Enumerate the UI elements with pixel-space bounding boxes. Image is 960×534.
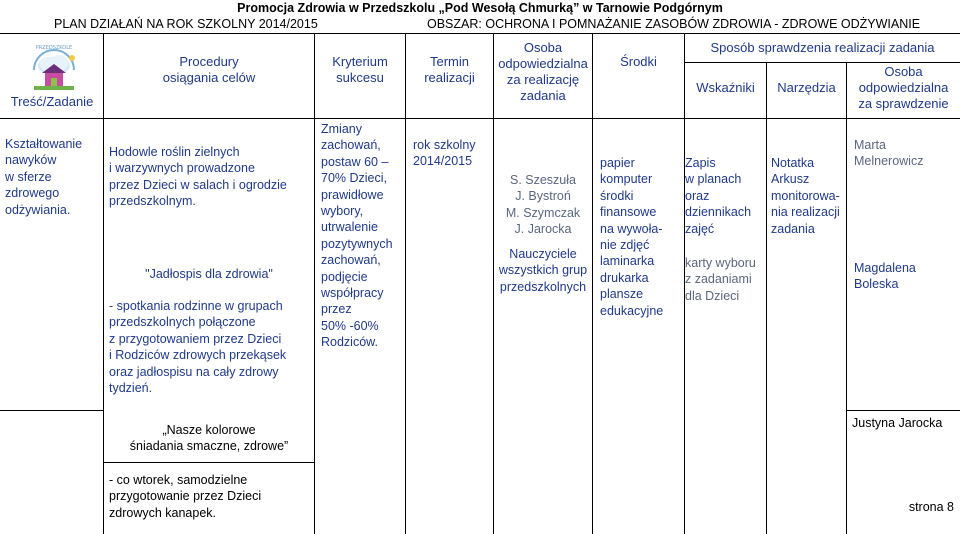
cell-narzedzia — [771, 155, 846, 237]
col-header-termin — [406, 54, 493, 86]
col-header-kryterium — [315, 54, 405, 86]
col-header-osoba-spr-line1: Osoba — [884, 64, 923, 79]
procedury-line: z przygotowaniem przez Dzieci — [109, 331, 282, 346]
col-header-narzedzia: Narzędzia — [777, 80, 836, 95]
cell-spr-magdalena — [854, 260, 958, 293]
procedury-line: „Nasze kolorowe — [162, 423, 256, 437]
osoba-line: M. Szymczak — [505, 205, 581, 220]
kryterium-line: zachowań, — [321, 253, 381, 268]
termin-line: 2014/2015 — [413, 154, 473, 169]
cell-wskazniki — [685, 155, 766, 237]
srodki-line: środki — [600, 188, 634, 203]
svg-text:PRZEDSZKOLE: PRZEDSZKOLE — [35, 45, 73, 51]
srodki-line: na wywoła- — [600, 221, 663, 236]
col-header-tresc: Treść/Zadanie — [10, 94, 94, 109]
cell-tresc — [5, 136, 101, 218]
cell-spr-marta — [854, 137, 958, 170]
page-number: strona 8 — [908, 500, 954, 514]
kryterium-line: prawidłowe — [321, 187, 384, 202]
procedury-line: przez Dzieci w salach i ogrodzie — [109, 177, 287, 192]
col-header-osoba — [494, 40, 592, 104]
kryterium-line: podjęcie — [321, 269, 368, 284]
col-header-srodki: Środki — [620, 54, 657, 69]
plan-title: PLAN DZIAŁAŃ NA ROK SZKOLNY 2014/2015 — [54, 17, 318, 31]
col-border-8 — [846, 62, 847, 534]
kryterium-line: przez — [321, 302, 352, 317]
procedury-line: przedszkolnym. — [109, 194, 196, 209]
col-border-3 — [405, 33, 406, 534]
col-border-1 — [103, 33, 104, 534]
osoba-line: Nauczyciele — [509, 247, 577, 261]
termin-line: rok szkolny — [413, 138, 476, 152]
kryterium-line: postaw 60 – — [321, 154, 389, 169]
srodki-line: nie zdjęć — [600, 238, 650, 253]
spr-line: Marta — [854, 138, 886, 152]
srodki-line: drukarka — [600, 270, 649, 285]
col-header-osoba-line3: za realizację — [506, 72, 580, 87]
narzedzia-line: Arkusz — [771, 172, 810, 187]
col-header-osoba-line2: odpowiedzialna — [498, 56, 588, 71]
cell-srodki — [600, 155, 684, 319]
tresc-line: Kształtowanie — [5, 137, 83, 151]
srodki-line: komputer — [600, 172, 653, 187]
col-header-osoba-sprawdzenie — [847, 64, 960, 112]
col-header-kryterium-line2: sukcesu — [336, 70, 384, 85]
col-header-termin-line1: Termin — [429, 54, 469, 69]
spr-line: Melnerowicz — [854, 154, 924, 169]
procedury-line: tydzień. — [109, 381, 153, 396]
cell-procedury-jadlospis — [109, 298, 312, 396]
row-divider-left — [0, 410, 103, 411]
cell-osoba-nauczyciele — [494, 246, 592, 295]
cell-procedury-sniadania-title — [104, 422, 314, 455]
kryterium-line: wybory, — [321, 204, 364, 219]
srodki-line: plansze — [600, 287, 644, 302]
row-divider-right — [846, 410, 960, 411]
procedury-line: Hodowle roślin zielnych — [109, 145, 240, 159]
col-header-osoba-line4: zadania — [520, 88, 566, 103]
cell-kryterium — [321, 121, 405, 351]
cell-procedury-jadlospis-title: "Jadłospis dla zdrowia" — [145, 267, 273, 281]
kryterium-line: zachowań, — [321, 138, 381, 153]
header-subdivider — [684, 62, 960, 63]
procedury-line: śniadania smaczne, zdrowe” — [129, 439, 289, 454]
col-header-wskazniki: Wskaźniki — [696, 80, 755, 95]
wskazniki-line: zajęć — [685, 221, 715, 236]
tresc-line: odżywiania. — [5, 202, 71, 217]
procedury-line: - co wtorek, samodzielne — [109, 473, 248, 487]
table-top-border — [0, 33, 960, 34]
srodki-line: papier — [600, 156, 635, 170]
col-header-termin-line2: realizacji — [424, 70, 475, 85]
col-border-2 — [314, 33, 315, 534]
cell-procedury-sniadania — [109, 472, 312, 521]
wskazniki-line: z zadaniami — [685, 272, 752, 287]
cell-wskazniki-karty — [685, 255, 766, 304]
osoba-line: S. Szeszuła — [509, 173, 576, 187]
osoba-line: wszystkich grup — [498, 263, 588, 278]
procedury-line: przygotowanie przez Dzieci — [109, 489, 262, 504]
narzedzia-line: zadania — [771, 221, 815, 236]
tresc-line: zdrowego — [5, 186, 60, 201]
cell-termin — [413, 137, 493, 170]
cell-spr-justyna: Justyna Jarocka — [852, 416, 943, 430]
srodki-line: edukacyjne — [600, 303, 664, 318]
header-bottom-border — [0, 118, 960, 119]
wskazniki-line: dla Dzieci — [685, 288, 740, 303]
wskazniki-line: w planach — [685, 172, 742, 187]
srodki-line: finansowe — [600, 205, 657, 220]
procedury-line: przedszkolnych połączone — [109, 315, 256, 330]
col-header-osoba-line1: Osoba — [523, 40, 563, 55]
wskazniki-line: Zapis — [685, 156, 716, 170]
wskazniki-line: dziennikach — [685, 205, 752, 220]
wskazniki-line: karty wyboru — [685, 256, 756, 270]
tresc-line: nawyków — [5, 153, 57, 168]
row-divider-procedures — [103, 462, 314, 463]
kryterium-line: 70% Dzieci, — [321, 171, 387, 186]
kindergarten-logo-icon — [28, 40, 80, 96]
col-header-sposob: Sposób sprawdzenia realizacji zadania — [710, 40, 935, 55]
kryterium-line: Zmiany — [321, 122, 362, 136]
procedury-line: i Rodziców zdrowych przekąsek — [109, 348, 287, 363]
procedury-line: - spotkania rodzinne w grupach — [109, 299, 283, 313]
srodki-line: laminarka — [600, 254, 655, 269]
col-header-osoba-spr-line2: odpowiedzialna — [858, 80, 949, 95]
cell-procedury-hodowle — [109, 144, 312, 210]
osoba-line: J. Bystroń — [515, 189, 571, 204]
osoba-line: przedszkolnych — [499, 279, 587, 294]
osoba-line: J. Jarocka — [514, 222, 572, 237]
procedury-line: zdrowych kanapek. — [109, 505, 217, 520]
kryterium-line: pozytywnych — [321, 236, 393, 251]
kryterium-line: 50% -60% — [321, 318, 379, 333]
spr-line: Magdalena — [854, 261, 916, 275]
cell-osoba — [494, 172, 592, 238]
spr-line: Boleska — [854, 277, 899, 292]
kryterium-line: współpracy — [321, 286, 384, 301]
wskazniki-line: oraz — [685, 188, 710, 203]
tresc-line: w sferze — [5, 169, 52, 184]
kryterium-line: utrwalenie — [321, 220, 378, 235]
narzedzia-line: nia realizacji — [771, 205, 840, 220]
procedury-line: i warzywnych prowadzone — [109, 161, 255, 176]
col-header-procedury-line1: Procedury — [179, 54, 239, 69]
procedury-line: oraz jadłospisu na cały zdrowy — [109, 364, 279, 379]
narzedzia-line: Notatka — [771, 156, 815, 170]
kryterium-line: Rodziców. — [321, 335, 378, 350]
col-border-7 — [766, 62, 767, 534]
col-header-kryterium-line1: Kryterium — [332, 54, 388, 69]
col-border-5 — [592, 33, 593, 534]
col-header-osoba-spr-line3: za sprawdzenie — [858, 96, 949, 111]
document-title: Promocja Zdrowia w Przedszkolu „Pod Wesołą Chmurką” w Tarnowie Podgórnym — [237, 1, 723, 15]
area-title: OBSZAR: OCHRONA I POMNAŻANIE ZASOBÓW ZDROWIA - ZDROWE ODŻYWIANIE — [427, 17, 921, 31]
narzedzia-line: monitorowa- — [771, 188, 840, 203]
col-header-procedury — [104, 54, 314, 86]
col-header-procedury-line2: osiągania celów — [162, 70, 256, 85]
